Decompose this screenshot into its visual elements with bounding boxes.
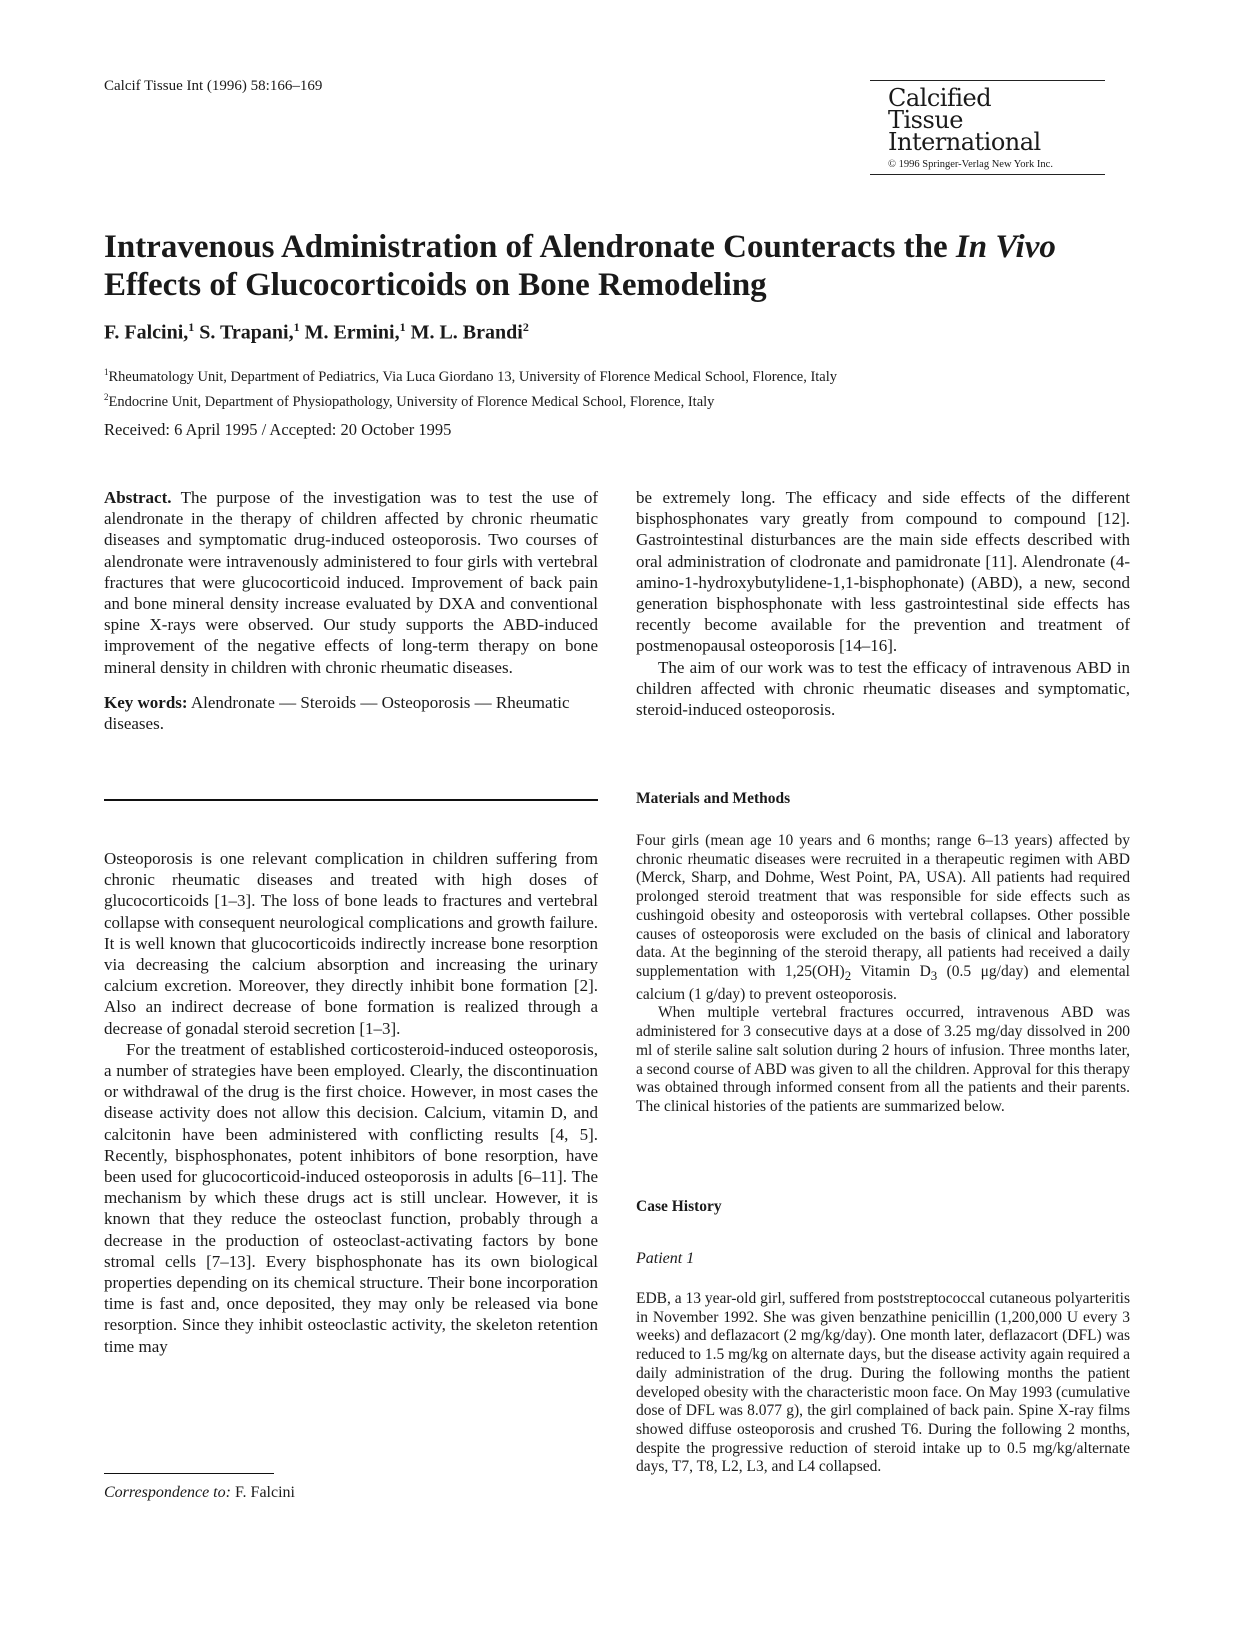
copyright-notice: © 1996 Springer-Verlag New York Inc. (888, 159, 1053, 170)
intro-paragraph-4: The aim of our work was to test the efficacy of intravenous ABD in children affected with chronic rheumatic diseases and symptomatic, steroid-induced osteoporosis. (636, 657, 1130, 720)
author-affil-mark: 1 (399, 320, 406, 334)
author-name: S. Trapani, (194, 321, 294, 344)
affiliation-1 (104, 362, 837, 387)
correspondence-label: Correspondence to: (104, 1484, 231, 1501)
patient-1-text: EDB, a 13 year-old girl, suffered from poststreptococcal cutaneous polyarteritis in November 1992. She was given benzathine penicillin (1,200,000 U every 3 weeks) and deflazacort (2 mg/kg/day). One month later, deflazacort (DFL) was reduced to 1.5 mg/kg on alternate days, but the disease activity again required a daily administration of the drug. During the following months the patient developed obesity with the characteristic moon face. On May 1993 (cumulative dose of DFL was 8.077 g), the girl complained of back pain. Spine X-ray films showed diffuse osteoporosis and crushed T6. During the following 2 months, despite the progressive reduction of steroid intake up to 0.5 mg/kg/alternate days, T7, T8, L2, L3, and L4 collapsed. (636, 1290, 1130, 1476)
abstract-block (104, 487, 598, 734)
methods-text: (0.5 μg/day) and elemental calcium (1 g/day) to prevent osteoporosis. (636, 962, 1130, 1003)
case-history-section (636, 1290, 1130, 1477)
abstract (104, 487, 598, 678)
intro-paragraph-2: For the treatment of established corticosteroid-induced osteoporosis, a number of strategies have been employed. Clearly, the discontinuation or withdrawal of the drug is the first choice. However, in most cases the disease activity does not allow this decision. Calcium, vitamin D, and calcitonin have been administered with conflicting results [4, 5]. Recently, bisphosphonates, potent inhibitors of bone resorption, have been used for glucocorticoid-induced osteoporosis in adults [6–11]. The mechanism by which these drugs act is still unclear. However, it is known that they reduce the osteoclast function, probably through a decrease in the production of osteoclast-activating factors by bone stromal cells [7–13]. Every bisphosphonate has its own biological properties depending on its chemical structure. Their bone incorporation time is fast and, once deposited, they may only be released via bone resorption. Since they inhibit osteoclastic activity, the skeleton retention time may (104, 1039, 598, 1356)
author-affil-mark: 1 (188, 320, 195, 334)
article-title (104, 228, 1144, 304)
keywords (104, 692, 598, 734)
keywords-text: Alendronate — Steroids — Osteoporosis — Rheumatic diseases. (104, 692, 570, 734)
affiliations (104, 362, 837, 412)
keywords-label: Key words: (104, 692, 188, 712)
subscript: 2 (844, 968, 852, 984)
author-affil-mark: 2 (522, 320, 529, 334)
title-part-1: Intravenous Administration of Alendronate Counteracts the (104, 229, 956, 265)
title-italic: In Vivo (955, 229, 1056, 265)
methods-paragraph-1 (636, 832, 1130, 1004)
patient-1-subheading: Patient 1 (636, 1250, 695, 1267)
intro-paragraph-1: Osteoporosis is one relevant complication in children suffering from chronic rheumatic diseases and treated with high doses of glucocorticoids [1–3]. The loss of bone leads to fractures and vertebral collapse with consequent neurological complications and growth failure. It is well known that glucocorticoids indirectly increase bone resorption via decreasing the calcium absorption and increasing the urinary calcium excretion. Moreover, they directly inhibit bone formation [2]. Also an indirect decrease of bone formation is realized through a decrease of gonadal steroid secretion [1–3]. (104, 849, 598, 1038)
methods-heading: Materials and Methods (636, 790, 791, 807)
author-list (104, 320, 529, 345)
affil-mark: 2 (104, 391, 109, 402)
abstract-divider (104, 799, 598, 801)
affiliation-2 (104, 387, 837, 412)
footnote-divider (104, 1473, 274, 1474)
introduction-left (104, 848, 598, 1357)
introduction-right (636, 487, 1130, 720)
abstract-label: Abstract. (104, 488, 172, 507)
intro-paragraph-3: be extremely long. The efficacy and side effects of the different bisphosphonates vary greatly from compound to compound [12]. Gastrointestinal disturbances are the main side effects described with oral administration of clodronate and pamidronate [11]. Alendronate (4-amino-1-hydroxybutylidene-1,1-bisphophonate) (ABD), a new, second generation bisphosphonate with less gastrointestinal side effects has recently become available for the prevention and treatment of postmenopausal osteoporosis [14–16]. (636, 488, 1130, 656)
author-name: M. Ermini, (299, 321, 400, 344)
logo-line-3: International (888, 128, 1041, 156)
correspondence-note (104, 1484, 295, 1502)
journal-logo (870, 80, 1105, 175)
title-part-2: Effects of Glucocorticoids on Bone Remodeling (104, 267, 767, 303)
abstract-text: The purpose of the investigation was to test the use of alendronate in the therapy of children affected by chronic rheumatic diseases and symptomatic drug-induced osteoporosis. Two courses of alendronate were intravenously administered to four girls with vertebral fractures that were glucocorticoid induced. Improvement of back pain and bone mineral density increase evaluated by DXA and conventional spine X-rays were observed. Our study supports the ABD-induced improvement of the negative effects of long-term therapy on bone mineral density in children with chronic rheumatic diseases. (104, 488, 598, 677)
methods-text: Vitamin D (851, 962, 931, 980)
affil-text: Rheumatology Unit, Department of Pediatrics, Via Luca Giordano 13, University of Florence Medical School, Florence, Italy (108, 368, 838, 385)
logo-line-1: Calcified (888, 84, 992, 112)
subscript: 3 (930, 968, 938, 984)
correspondence-name: F. Falcini (230, 1484, 295, 1501)
author-name: M. L. Brandi (405, 321, 523, 344)
affil-text: Endocrine Unit, Department of Physiopathology, University of Florence Medical School, Florence, Italy (108, 393, 715, 410)
journal-citation: Calcif Tissue Int (1996) 58:166–169 (104, 78, 323, 94)
received-accepted-dates: Received: 6 April 1995 / Accepted: 20 October 1995 (104, 420, 452, 439)
methods-text: Four girls (mean age 10 years and 6 months; range 6–13 years) affected by chronic rheumatic diseases were recruited in a therapeutic regimen with ABD (Merck, Sharp, and Dohme, West Point, PA, USA). All patients had required prolonged steroid treatment that was responsible for side effects such as cushingoid obesity and osteoporosis with vertebral collapses. Other possible causes of osteoporosis were excluded on the basis of clinical and laboratory data. At the beginning of the steroid therapy, all patients had received a daily supplementation with 1,25(OH) (636, 832, 1130, 980)
case-history-heading: Case History (636, 1198, 722, 1215)
methods-section (636, 832, 1130, 1117)
author-affil-mark: 1 (293, 320, 300, 334)
logo-line-2: Tissue (888, 106, 963, 134)
author-name: F. Falcini, (104, 321, 189, 344)
affil-mark: 1 (104, 367, 109, 377)
methods-paragraph-2: When multiple vertebral fractures occurred, intravenous ABD was administered for 3 consecutive days at a dose of 3.25 mg/day dissolved in 200 ml of sterile saline salt solution during 2 hours of infusion. Three months later, a second course of ABD was given to all the children. Approval for this therapy was obtained through informed consent from all the patients and their parents. The clinical histories of the patients are summarized below. (636, 1004, 1130, 1115)
